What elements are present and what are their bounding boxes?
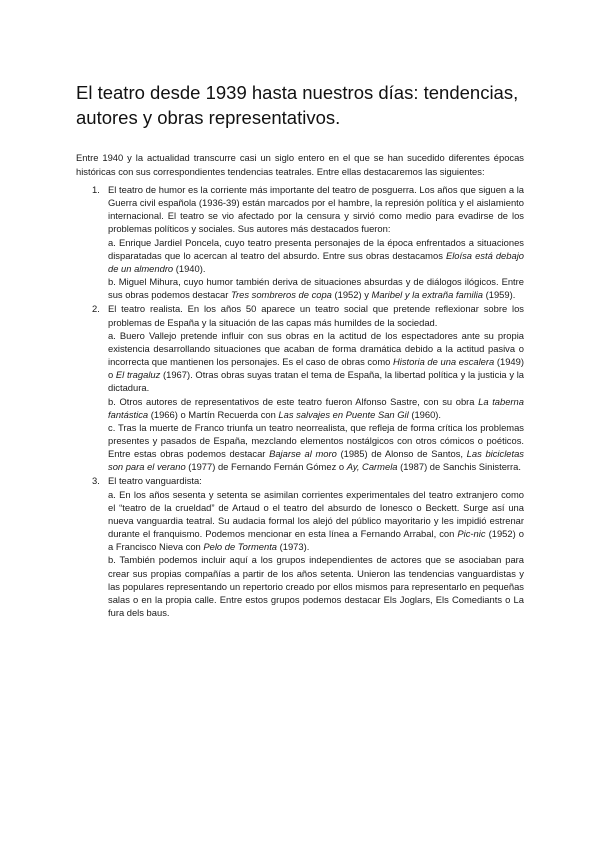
sections-list bbox=[76, 183, 524, 620]
work-title: Ay, Carmela bbox=[346, 461, 398, 473]
work-title: Historia de una escalera bbox=[393, 356, 495, 368]
paragraph-buero-vallejo: a. Buero Vallejo pretende influir con sus obras en la actitud de los espectadores ante su propia existencia desarrollando situaciones que acaban de forma dramática debido a la actitud pasiva o incorrecta que mantienen los personajes. Es el caso de obras como Historia de una escalera (1949) o El tragaluz (1967). Otras obras suyas tratan el tema de España, la libertad política y la justicia y la dictadura. bbox=[108, 329, 524, 394]
section-lead: El teatro vanguardista: bbox=[108, 475, 202, 487]
paragraph-grupos-independientes: b. También podemos incluir aquí a los grupos independientes de actores que se asociaban para crear sus propias compañías a partir de los años setenta. Unieron las tendencias vanguardistas y las populares representando un repertorio creado por ellos mismos para representarlo en pequeñas salas o en la propia calle. Entre estos grupos podemos destacar Els Joglars, Els Comediants o La fura dels baus. bbox=[108, 554, 524, 618]
section-number: 3. bbox=[92, 475, 100, 487]
section-lead: El teatro de humor es la corriente más importante del teatro de posguerra. Los años que siguen a la Guerra civil española (1936-39) están marcados por el hambre, la represión política y el aislamiento internacional. El teatro se vio afectado por la censura y sirvió como medio para evadirse de los problemas políticos y sociales. Sus autores más destacados fueron: bbox=[108, 184, 524, 235]
paragraph-neorrealista: c. Tras la muerte de Franco triunfa un teatro neorrealista, que refleja de forma crítica los problemas presentes y pasados de España, mezclando elementos nostálgicos con otros cómicos o poéticos. Entre estas obras podemos destacar Bajarse al moro (1985) de Alonso de Santos, Las bicicletas son para el verano (1977) de Fernando Fernán Gómez o Ay, Carmela (1987) de Sanchis Sinisterra. bbox=[108, 421, 524, 473]
work-title: El tragaluz bbox=[115, 369, 161, 381]
work-title: Maribel y la extraña familia bbox=[371, 289, 484, 301]
work-title: Las salvajes en Puente San Gil bbox=[278, 408, 409, 420]
paragraph-jardiel: a. Enrique Jardiel Poncela, cuyo teatro presenta personajes de la época enfrentados a situaciones disparatadas que lo acercan al teatro del absurdo. Entre sus obras destacamos Eloísa está debajo de un almendro (1940). bbox=[108, 236, 524, 274]
intro-paragraph: Entre 1940 y la actualidad transcurre casi un siglo entero en el que se han sucedido diferentes épocas históricas con sus correspondientes tendencias teatrales. Entre ellas destacaremos las siguientes: bbox=[76, 152, 524, 177]
work-title: La taberna fantástica bbox=[108, 395, 524, 420]
work-title: Eloísa está debajo de un almendro bbox=[108, 249, 524, 274]
work-title: Bajarse al moro bbox=[269, 448, 337, 460]
section-humor bbox=[76, 183, 524, 301]
section-number: 1. bbox=[92, 184, 100, 195]
section-realista bbox=[76, 302, 524, 473]
work-title: Las bicicletas son para el verano bbox=[108, 448, 524, 473]
work-title: Tres sombreros de copa bbox=[230, 289, 332, 301]
paragraph-vanguardia: a. En los años sesenta y setenta se asimilan corrientes experimentales del teatro extranjero como el “teatro de la crueldad” de Artaud o el teatro del absurdo de Ionesco o Beckett. Surge así una nueva vanguardia teatral. Su audacia formal los alejó del público mayoritario y les impidió estrenar durante el franquismo. Podemos mencionar en esta línea a Fernando Arrabal, con Pic-nic (1952) o a Francisco Nieva con Pelo de Tormenta (1973). bbox=[108, 488, 524, 553]
paragraph-mihura: b. Miguel Mihura, cuyo humor también deriva de situaciones absurdas y de diálogos ilógicos. Entre sus obras podemos destacar Tres sombreros de copa (1952) y Maribel y la extraña familia (1959). bbox=[108, 276, 524, 301]
section-number: 2. bbox=[92, 303, 100, 315]
document-title: El teatro desde 1939 hasta nuestros días: tendencias, autores y obras representativos. bbox=[76, 82, 519, 128]
work-title: Pic-nic bbox=[457, 528, 486, 540]
section-lead: El teatro realista. En los años 50 aparece un teatro social que pretende reflexionar sobre los problemas de España y la situación de las capas más humildes de la sociedad. bbox=[108, 303, 524, 328]
work-title: Pelo de Tormenta bbox=[203, 541, 278, 553]
section-vanguardista bbox=[76, 474, 524, 619]
paragraph-otros-autores: b. Otros autores de representativos de este teatro fueron Alfonso Sastre, con su obra La taberna fantástica (1966) o Martín Recuerda con Las salvajes en Puente San Gil (1960). bbox=[108, 395, 524, 420]
